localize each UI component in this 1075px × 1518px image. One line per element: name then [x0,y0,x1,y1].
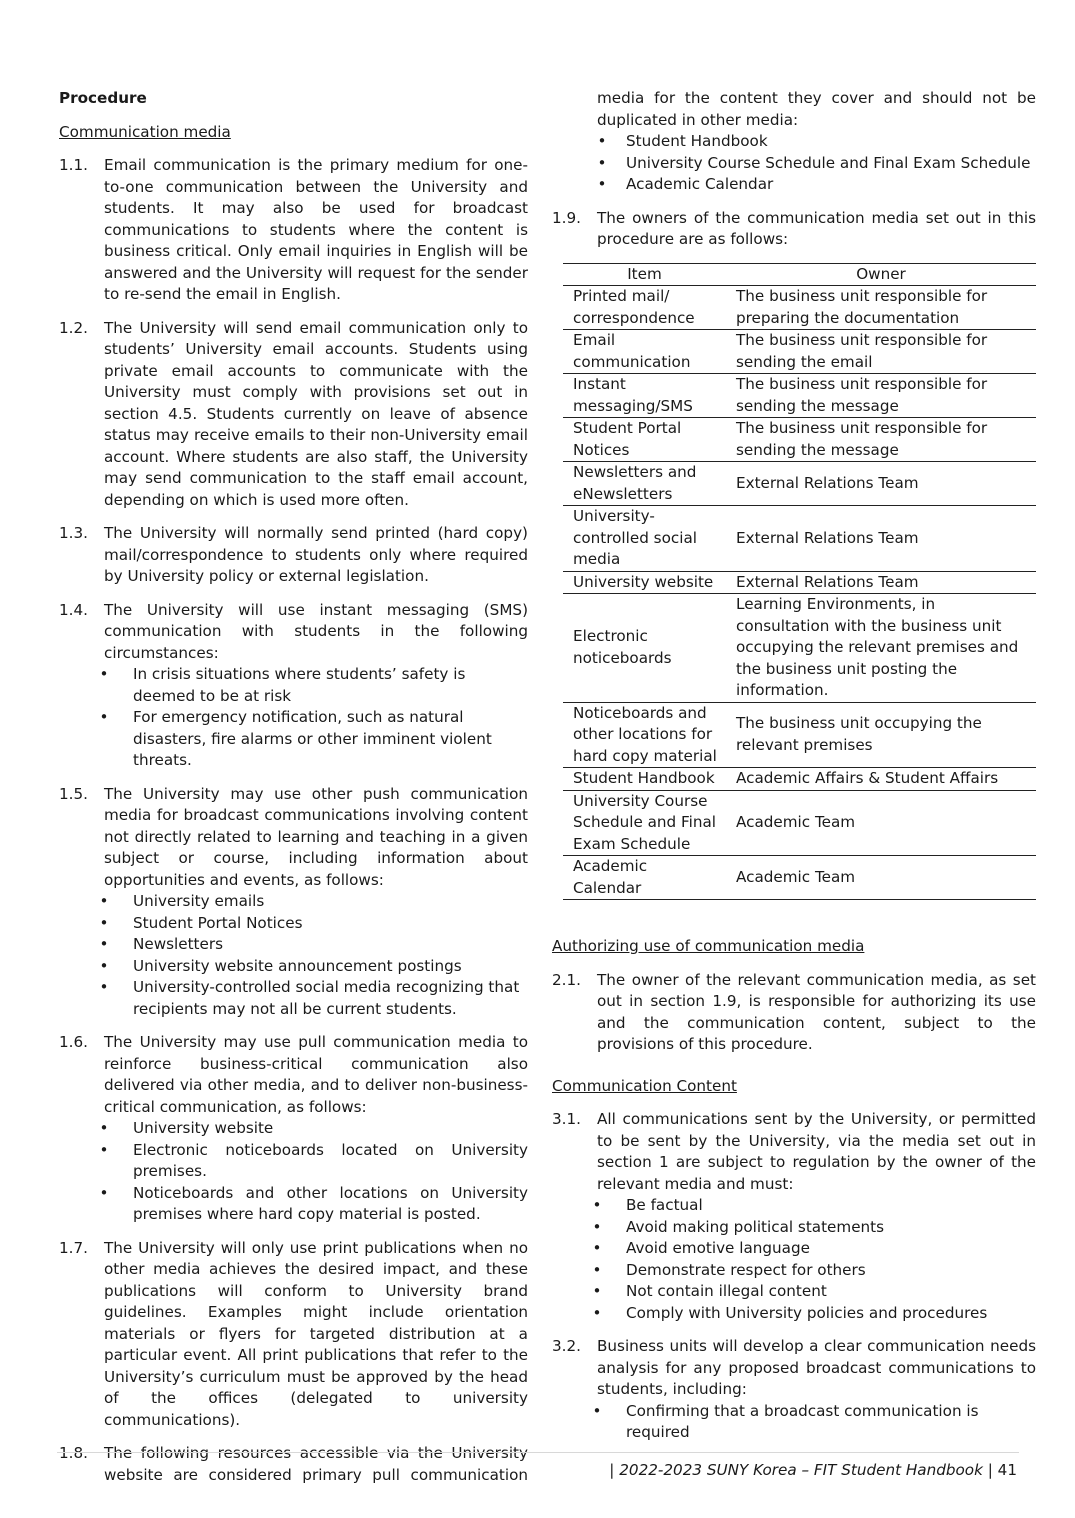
list-item: • Not contain illegal content [597,1281,1036,1303]
bullet-icon: • [592,1401,602,1420]
item-1-4 [59,600,528,772]
table-cell-owner: The business unit responsible for sending the message [726,374,1036,418]
bullet-list [581,131,1036,196]
table-cell-owner: Academic Team [726,790,1036,856]
section-heading-authorizing: Authorizing use of communication media [552,937,865,955]
list-item: • Student Handbook [581,131,1036,153]
bullet-icon: • [597,153,607,172]
item-text: Business units will develop a clear communication needs analysis for any proposed broadcast communications to students, including: [597,1337,1036,1398]
bullet-icon: • [99,892,109,910]
bullet-list [592,1401,1036,1444]
item-number: 1.2. [59,318,88,337]
item-text: Email communication is the primary medium for one-to-one communication between the University and students. It may also be used for broadcast communications to students where the content is business critical. Only email inquiries in English will be answered and the University will request for the sender to re-send the email in English. [104,156,528,303]
table-cell-item: Student Handbook [563,768,726,791]
list-item: • Demonstrate respect for others [597,1260,1036,1282]
item-1-8-continued [552,88,1036,196]
bullet-icon: • [99,1183,109,1202]
table-cell-item: Electronic noticeboards [563,594,726,703]
table-cell-owner: Academic Affairs & Student Affairs [726,768,1036,791]
bullet-icon: • [99,935,109,953]
list-item: • University Course Schedule and Final Exam Schedule [581,153,1036,175]
item-1-8 [59,1443,528,1486]
item-number: 2.1. [552,970,581,989]
table-cell-owner: The business unit responsible for sending the email [726,330,1036,374]
table-cell-owner: External Relations Team [726,462,1036,506]
list-item: • University emails [104,891,528,913]
table-row [563,702,1036,768]
table-cell-item: Instant messaging/SMS [563,374,726,418]
item-number: 1.6. [59,1033,88,1051]
item-text: The University will send email communication only to students’ University email accounts. Students using private email accounts to communicate with the University must comply with provisions set out in section 4.5. Students currently on leave of absence status may receive emails to their non-University email account. Where students are also staff, the University may send communication to the staff email account, depending on which is used more often. [104,318,528,509]
table-cell-owner: Academic Team [726,856,1036,900]
item-text: The owner of the relevant communication media, as set out in section 1.9, is responsible for authorizing its use and the communication content, subject to the provisions of this procedure. [597,970,1036,1053]
table-row [563,462,1036,506]
bullet-icon: • [99,665,109,683]
table-cell-owner: The business unit occupying the relevant premises [726,702,1036,768]
bullet-list [99,664,528,772]
bullet-icon: • [99,1119,109,1137]
table-cell-owner: Learning Environments, in consultation with the business unit occupying the relevant premises and the business unit posting the information. [726,594,1036,703]
list-item: • Newsletters [104,934,528,956]
list-item: • Noticeboards and other locations on University premises where hard copy material is posted. [104,1183,528,1226]
item-1-2 [59,318,528,512]
bullet-list [592,1195,1036,1324]
item-text: The University may use pull communication media to reinforce business-critical communication also delivered via other media, and to deliver non-business-critical communication, as follows: [104,1033,528,1116]
item-3-2 [552,1336,1036,1444]
table-cell-item: University website [563,571,726,594]
list-item: • Confirming that a broadcast communication is required [597,1401,1036,1444]
item-1-7 [59,1238,528,1432]
bullet-icon: • [99,913,109,932]
table-row [563,418,1036,462]
bullet-icon: • [592,1282,602,1300]
media-owner-table [563,263,1036,901]
bullet-icon: • [592,1217,602,1236]
list-item: • In crisis situations where students’ safety is deemed to be at risk [104,664,528,707]
item-number: 1.8. [59,1444,88,1462]
table-row [563,374,1036,418]
footer-divider [57,1452,1019,1453]
column-header-owner: Owner [726,263,1036,286]
item-text: All communications sent by the University, or permitted to be sent by the University, via the media set out in section 1 are subject to regulation by the owner of the relevant media and must: [597,1110,1036,1193]
bullet-icon: • [99,1140,109,1159]
bullet-icon: • [99,956,109,975]
bullet-icon: • [597,175,607,193]
table-row [563,286,1036,330]
item-text: The University may use other push communication media for broadcast communications involving content not directly related to learning and teaching in a given subject or course, including information about opportunities and events, as follows: [104,784,528,889]
table-cell-item: Email communication [563,330,726,374]
item-1-3 [59,523,528,588]
table-cell-item: Newsletters and eNewsletters [563,462,726,506]
footer-separator: | [609,1461,615,1479]
table-cell-item: University Course Schedule and Final Exam Schedule [563,790,726,856]
item-text: media for the content they cover and should not be duplicated in other media: [597,89,1036,129]
item-1-6 [59,1032,528,1226]
item-number: 1.5. [59,784,88,803]
list-item: • Be factual [597,1195,1036,1217]
bullet-icon: • [592,1196,602,1214]
bullet-icon: • [592,1239,602,1257]
bullet-icon: • [592,1303,602,1322]
table-cell-item: Noticeboards and other locations for hard copy material [563,702,726,768]
item-1-9 [552,208,1036,251]
footer-title: 2022-2023 SUNY Korea – FIT Student Handbook [619,1461,983,1479]
table-cell-item: University-controlled social media [563,506,726,572]
bullet-icon: • [99,708,109,726]
table-row [563,506,1036,572]
bullet-icon: • [597,132,607,150]
bullet-icon: • [592,1260,602,1279]
footer-separator: | [987,1461,993,1479]
list-item: • Avoid making political statements [597,1217,1036,1239]
item-2-1 [552,970,1036,1056]
list-item: • Student Portal Notices [104,913,528,935]
bullet-icon: • [99,978,109,996]
item-number: 1.3. [59,524,88,542]
bullet-list [99,891,528,1020]
list-item: • University-controlled social media recognizing that recipients may not all be current students. [104,977,528,1020]
table-row [563,330,1036,374]
item-1-5 [59,784,528,1021]
column-header-item: Item [563,263,726,286]
page-footer [609,1460,1017,1482]
table-cell-owner: External Relations Team [726,571,1036,594]
list-item: • Academic Calendar [581,174,1036,196]
table-row [563,790,1036,856]
list-item: • Avoid emotive language [597,1238,1036,1260]
list-item: • Comply with University policies and procedures [597,1303,1036,1325]
item-text: The owners of the communication media set out in this procedure are as follows: [597,208,1036,248]
page-number: 41 [997,1461,1017,1479]
list-item: • Electronic noticeboards located on University premises. [104,1140,528,1183]
right-column [552,88,1036,1444]
table-cell-owner: External Relations Team [726,506,1036,572]
left-column [59,88,528,1498]
table-cell-item: Academic Calendar [563,856,726,900]
item-text: The University will only use print publications when no other media achieves the desired impact, and these publications will conform to University brand guidelines. Examples might include orientation materials or flyers for targeted distribution at a particular event. All print publications that refer to the University’s curriculum must be approved by the head of the offices (delegated to university communications). [104,1238,528,1429]
item-text: The University will normally send printed (hard copy) mail/correspondence to students only where required by University policy or external legislation. [104,524,528,585]
list-item: • University website [104,1118,528,1140]
section-heading-communication-media: Communication media [59,122,231,141]
list-item: • University website announcement postings [104,956,528,978]
page-heading: Procedure [59,89,147,107]
table-row [563,768,1036,791]
item-number: 3.2. [552,1337,581,1355]
table-cell-item: Student Portal Notices [563,418,726,462]
item-text: The University will use instant messaging (SMS) communication with students in the following circumstances: [104,600,528,662]
item-1-1 [59,155,528,306]
item-number: 1.1. [59,156,88,174]
item-number: 1.7. [59,1238,88,1257]
table-row [563,594,1036,703]
table-cell-owner: The business unit responsible for preparing the documentation [726,286,1036,330]
list-item: • For emergency notification, such as natural disasters, fire alarms or other imminent violent threats. [104,707,528,772]
table-header-row [563,263,1036,286]
item-number: 1.9. [552,208,581,227]
table-cell-item: Printed mail/ correspondence [563,286,726,330]
table-row [563,571,1036,594]
item-3-1 [552,1109,1036,1324]
section-heading-content: Communication Content [552,1076,737,1095]
table-row [563,856,1036,900]
item-text: The following resources accessible via the University website are considered primary pull communication [104,1444,528,1484]
item-number: 1.4. [59,600,88,619]
table-cell-owner: The business unit responsible for sending the message [726,418,1036,462]
item-number: 3.1. [552,1110,581,1128]
bullet-list [99,1118,528,1226]
